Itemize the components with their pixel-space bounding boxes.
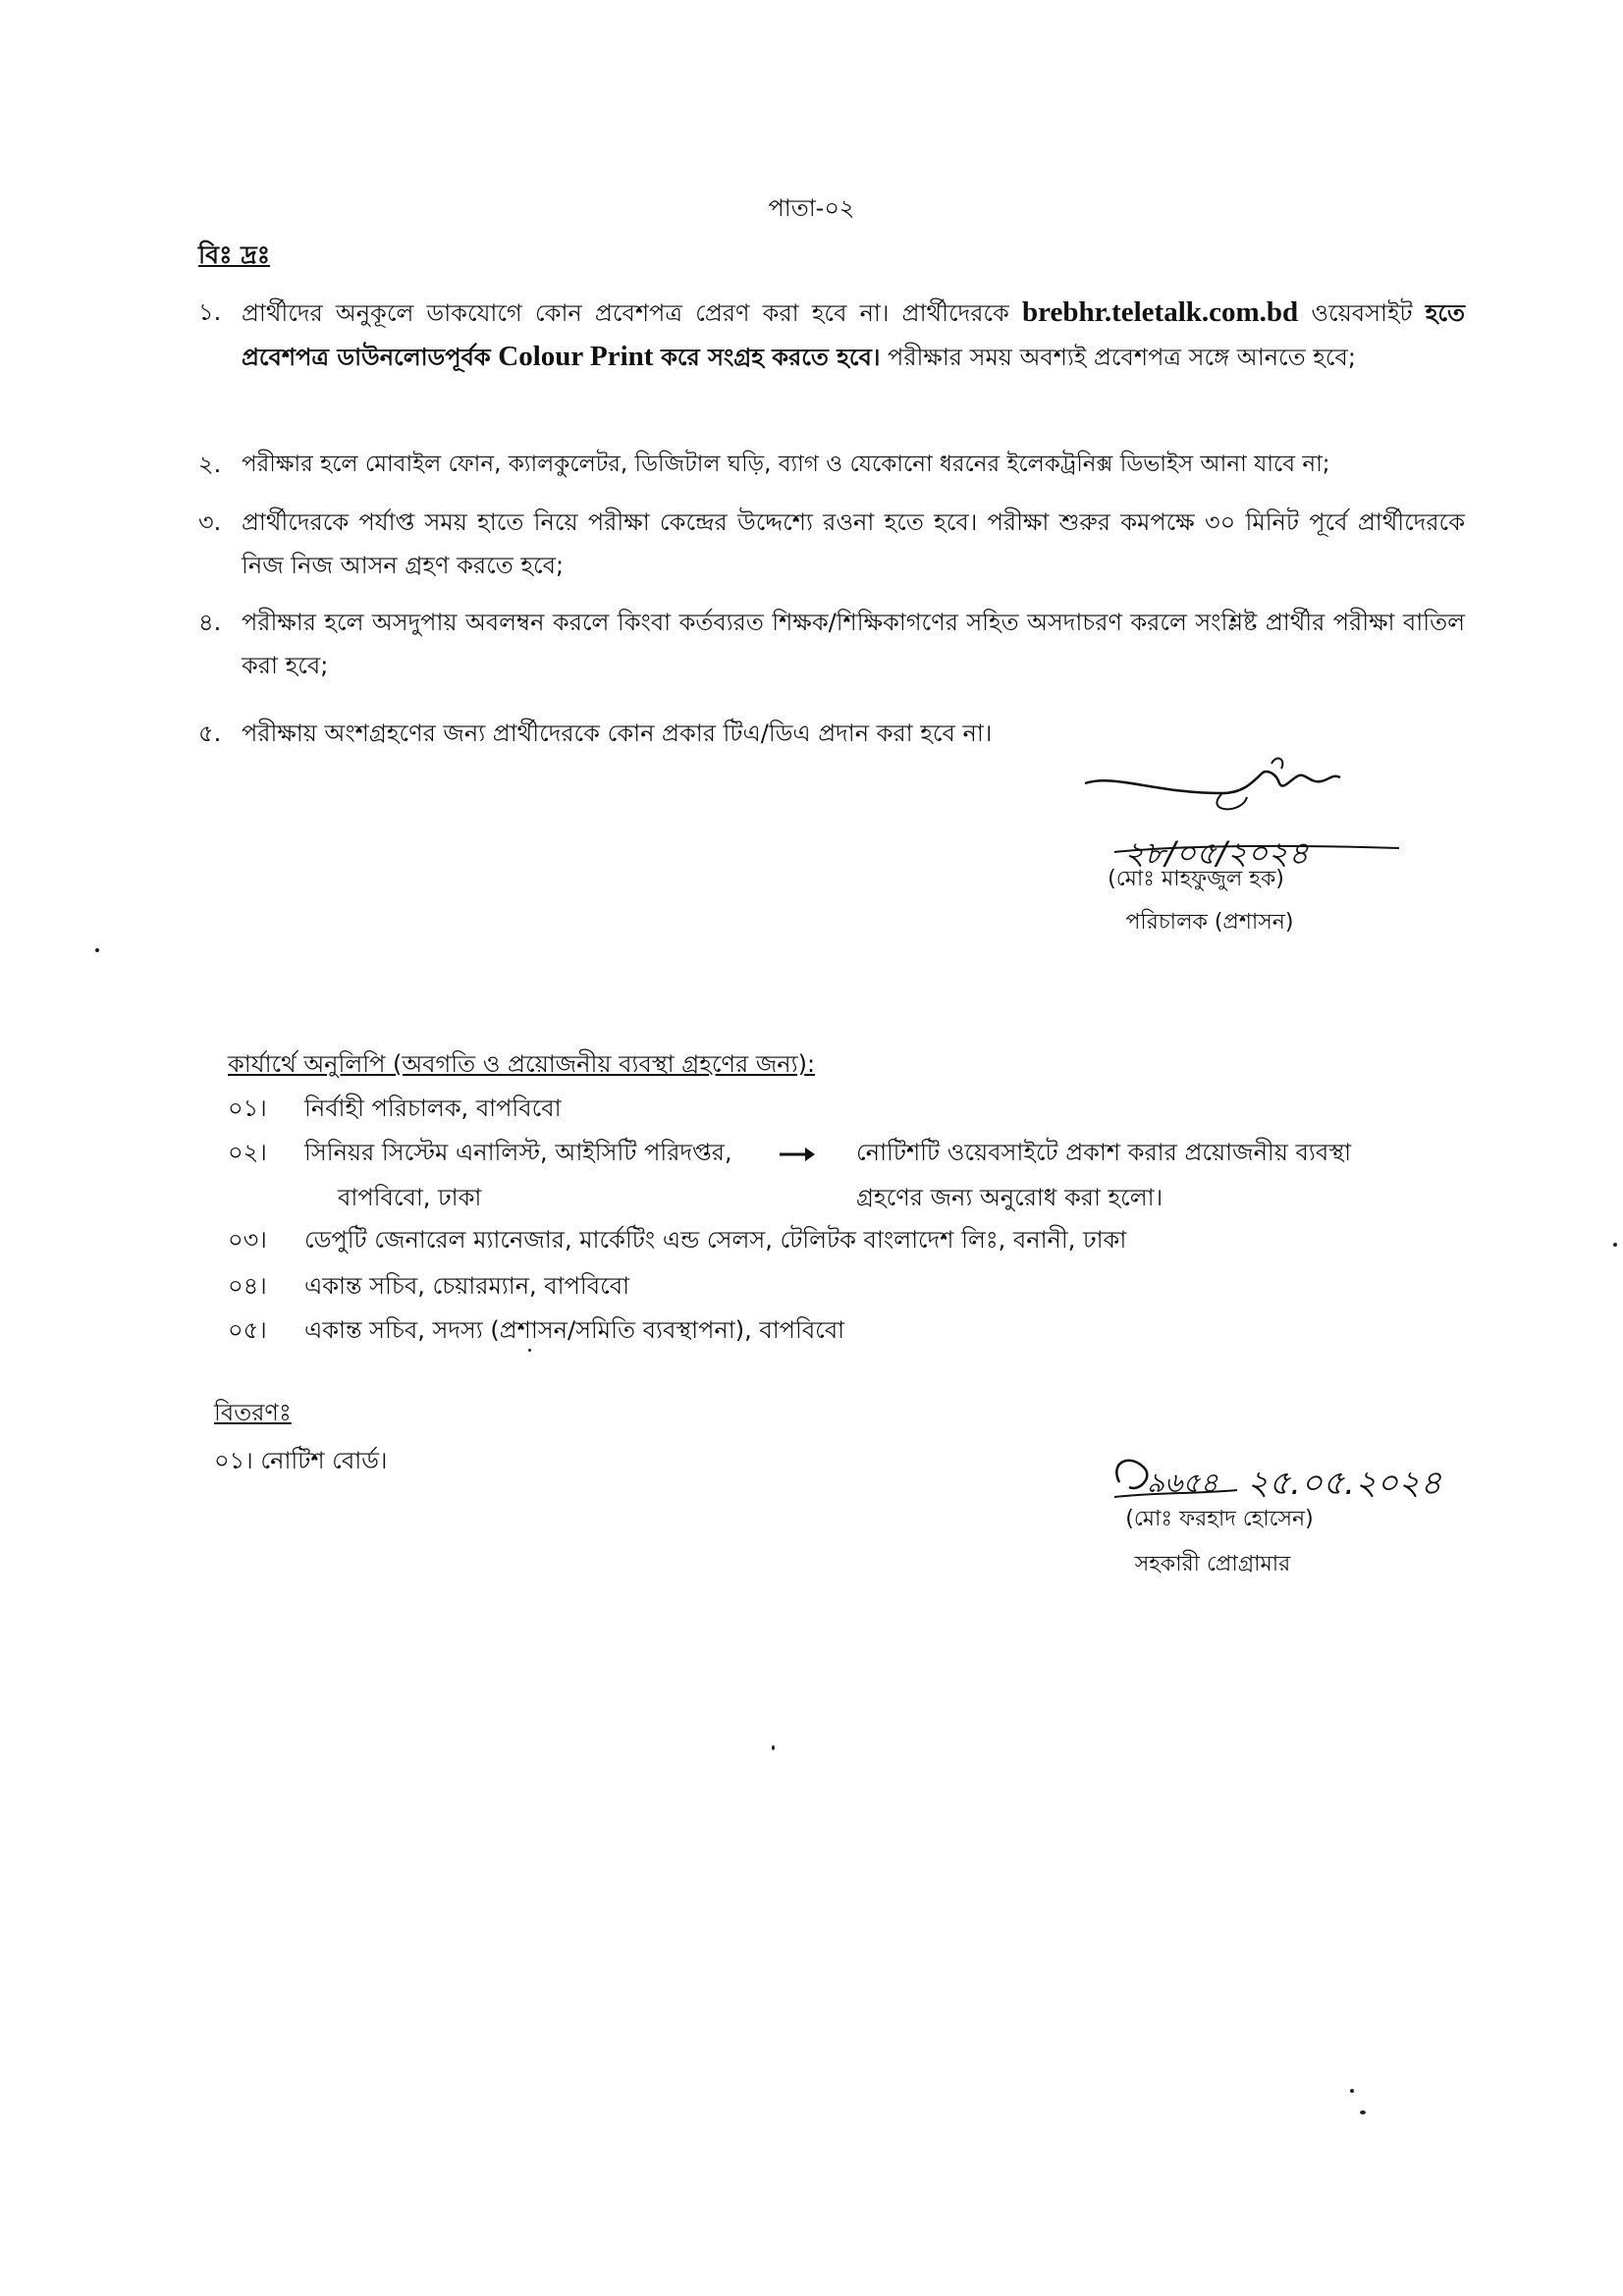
copy-note: গ্রহণের জন্য অনুরোধ করা হলো।: [856, 1184, 1163, 1211]
scan-speck: [528, 1349, 531, 1352]
scan-speck: [95, 948, 99, 952]
copy-number: ০২।: [228, 1139, 267, 1166]
copy-text: সিনিয়র সিস্টেম এনালিস্ট, আইসিটি পরিদপ্তর,: [304, 1139, 732, 1166]
bold-download-text: ডাউনলোডপূর্বক: [337, 344, 491, 371]
instruction-text-part: পরীক্ষার সময় অবশ্যই প্রবেশপত্র সঙ্গে আনতে হবে;: [880, 344, 1357, 371]
website-link[interactable]: brebhr.teletalk.com.bd: [1022, 296, 1299, 328]
instruction-text: পরীক্ষায় অংশগ্রহণের জন্য প্রার্থীদেরকে কোন প্রকার টিএ/ডিএ প্রদান করা হবে না।: [242, 720, 993, 747]
instruction-number: ৪.: [198, 609, 222, 636]
instruction-number: ২.: [198, 451, 222, 478]
instruction-item: [198, 501, 1465, 587]
bold-collect-text: করে সংগ্রহ করতে হবে।: [661, 344, 881, 371]
colour-print-text: Colour Print: [498, 341, 654, 372]
copy-item: [228, 1312, 1465, 1356]
copy-number: ০৩।: [228, 1226, 267, 1254]
distribution-heading: বিতরণঃ: [214, 1399, 292, 1426]
nb-heading: বিঃ দ্রঃ: [198, 240, 271, 269]
scan-speck: [1613, 1243, 1617, 1247]
copy-number: ০১।: [228, 1095, 267, 1122]
signature-date: ২৮/০৫/২০২৪: [1124, 834, 1309, 872]
instruction-item: [198, 291, 1465, 428]
signature-mahfuzul-haque: [1075, 754, 1409, 872]
instruction-text-part: হতে প্রবেশপত্র: [242, 299, 1465, 371]
copy-text: ডেপুটি জেনারেল ম্যানেজার, মার্কেটিং এন্ড সেলস, টেলিটক বাংলাদেশ লিঃ, বনানী, ঢাকা: [304, 1226, 1127, 1254]
right-arrow-icon: [778, 1145, 817, 1164]
scan-speck: [772, 1745, 775, 1750]
instruction-item: [198, 601, 1465, 687]
instruction-text: পরীক্ষার হলে মোবাইল ফোন, ক্যালকুলেটর, ডিজিটাল ঘড়ি, ব্যাগ ও যেকোনো ধরনের ইলেকট্রনিক্স ডিভাইস আনা যাবে না;: [242, 452, 1330, 477]
page-number: পাতা-০২: [768, 194, 855, 222]
instruction-text-part: প্রার্থীদের অনুকূলে ডাকযোগে কোন প্রবেশপত্র প্রেরণ করা হবে না। প্রার্থীদেরকে: [242, 299, 1023, 327]
signature-mark: ৯৬৫৪: [1147, 1467, 1218, 1499]
copy-number: ০৫।: [228, 1316, 267, 1344]
copy-item: [228, 1091, 1465, 1134]
signatory-designation: পরিচালক (প্রশাসন): [1125, 910, 1294, 934]
scan-speck: [1360, 2110, 1366, 2114]
copy-text: একান্ত সচিব, চেয়ারম্যান, বাপবিবো: [304, 1272, 630, 1300]
instruction-text: প্রার্থীদেরকে পর্যাপ্ত সময় হাতে নিয়ে পরীক্ষা কেন্দ্রের উদ্দেশ্যে রওনা হতে হবে। পরীক্ষা শুরুর কমপক্ষে ৩০ মিনিট পূর্বে প্রার্থীদেরকে নিজ নিজ আসন গ্রহণ করতে হবে;: [242, 508, 1465, 579]
instruction-text: পরীক্ষার হলে অসদুপায় অবলম্বন করলে কিংবা কর্তব্যরত শিক্ষক/শিক্ষিকাগণের সহিত অসদাচরণ করলে সংশ্লিষ্ট প্রার্থীর পরীক্ষা বাতিল করা হবে;: [242, 609, 1465, 679]
copy-item: [228, 1268, 1465, 1311]
copy-number: ০৪।: [228, 1272, 267, 1300]
copy-item: [228, 1135, 1465, 1223]
signatory-designation: সহকারী প্রোগ্রামার: [1134, 1552, 1291, 1576]
instruction-item: [198, 712, 1465, 755]
signatory-name: (মোঃ মাহফুজুল হক): [1108, 867, 1284, 891]
copy-text: নির্বাহী পরিচালক, বাপবিবো: [304, 1095, 562, 1122]
copy-item: [228, 1222, 1465, 1265]
instruction-number: ৫.: [198, 720, 222, 747]
instruction-text: [242, 291, 1465, 379]
copy-text: বাপবিবো, ঢাকা: [338, 1184, 482, 1211]
instruction-item: [198, 443, 1465, 486]
instruction-number: ১.: [198, 298, 222, 326]
scan-speck: [1350, 2089, 1354, 2093]
copy-note: নোটিশটি ওয়েবসাইটে প্রকাশ করার প্রয়োজনীয় ব্যবস্থা: [856, 1139, 1352, 1166]
distribution-item: ০১। নোটিশ বোর্ড।: [214, 1447, 388, 1474]
instruction-number: ৩.: [198, 508, 222, 536]
signatory-name: (মোঃ ফরহাদ হোসেন): [1125, 1507, 1314, 1531]
copy-heading: কার্যার্থে অনুলিপি (অবগতি ও প্রয়োজনীয় ব্যবস্থা গ্রহণের জন্য):: [228, 1050, 816, 1078]
instruction-text-part: ওয়েবসাইট: [1298, 299, 1413, 327]
copy-text: একান্ত সচিব, সদস্য (প্রশাসন/সমিতি ব্যবস্থাপনা), বাপবিবো: [304, 1316, 845, 1344]
signature-date: ২৫.০৫.২০২৪: [1247, 1464, 1442, 1503]
